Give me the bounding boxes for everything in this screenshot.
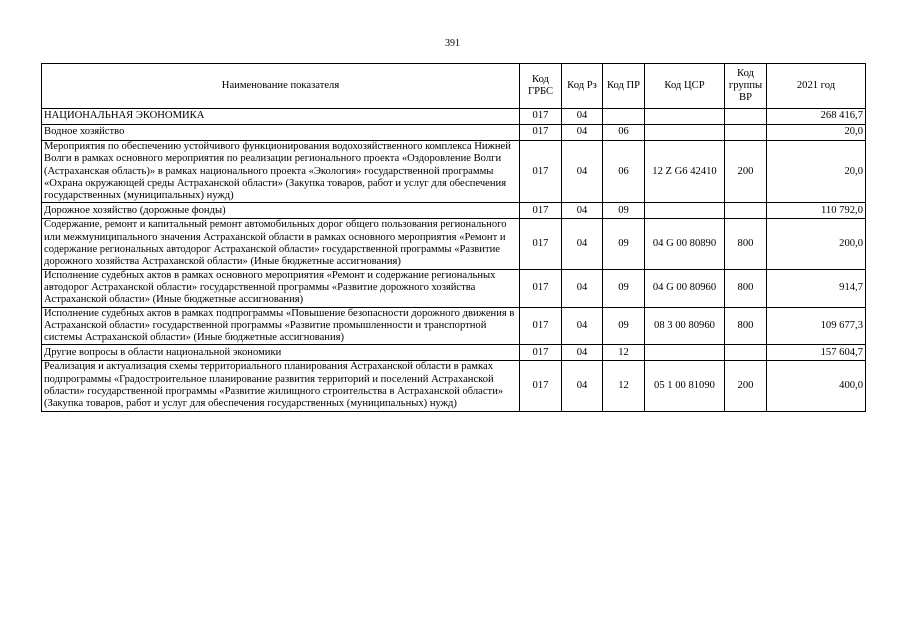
row-grbs: 017 <box>520 203 562 219</box>
row-sum: 268 416,7 <box>767 109 866 125</box>
row-vr <box>725 109 767 125</box>
row-pr: 06 <box>603 125 645 141</box>
header-vr: Код группы ВР <box>725 64 767 109</box>
row-csr <box>645 345 725 361</box>
row-name: Другие вопросы в области национальной экономики <box>42 345 520 361</box>
row-rz: 04 <box>562 219 603 269</box>
row-pr: 09 <box>603 203 645 219</box>
row-rz: 04 <box>562 203 603 219</box>
row-sum: 20,0 <box>767 125 866 141</box>
row-grbs: 017 <box>520 269 562 307</box>
row-sum: 400,0 <box>767 361 866 411</box>
page-number: 391 <box>445 38 460 49</box>
row-csr: 05 1 00 81090 <box>645 361 725 411</box>
table-row <box>42 361 866 411</box>
table-row <box>42 269 866 307</box>
row-pr: 12 <box>603 361 645 411</box>
row-pr: 09 <box>603 307 645 345</box>
row-name: Дорожное хозяйство (дорожные фонды) <box>42 203 520 219</box>
table-row <box>42 219 866 269</box>
row-vr <box>725 125 767 141</box>
row-csr <box>645 125 725 141</box>
row-pr: 09 <box>603 219 645 269</box>
row-grbs: 017 <box>520 141 562 203</box>
row-pr: 12 <box>603 345 645 361</box>
row-sum: 20,0 <box>767 141 866 203</box>
table-row <box>42 203 866 219</box>
row-rz: 04 <box>562 141 603 203</box>
row-rz: 04 <box>562 109 603 125</box>
row-sum: 109 677,3 <box>767 307 866 345</box>
row-pr: 06 <box>603 141 645 203</box>
table-header-row <box>42 64 866 109</box>
row-vr <box>725 203 767 219</box>
row-csr <box>645 109 725 125</box>
row-csr: 08 3 00 80960 <box>645 307 725 345</box>
row-name: Водное хозяйство <box>42 125 520 141</box>
header-pr: Код ПР <box>603 64 645 109</box>
header-rz: Код Рз <box>562 64 603 109</box>
table-row <box>42 141 866 203</box>
header-grbs: Код ГРБС <box>520 64 562 109</box>
row-sum: 157 604,7 <box>767 345 866 361</box>
row-sum: 914,7 <box>767 269 866 307</box>
row-name: Исполнение судебных актов в рамках основного мероприятия «Ремонт и содержание региональных автодорог Астраханской области» государственной программы «Развитие дорожного хозяйства Астраханской области» (Иные бюджетные ассигнования) <box>42 269 520 307</box>
row-rz: 04 <box>562 345 603 361</box>
header-year: 2021 год <box>767 64 866 109</box>
row-csr: 04 G 00 80960 <box>645 269 725 307</box>
row-rz: 04 <box>562 307 603 345</box>
row-csr <box>645 203 725 219</box>
row-pr: 09 <box>603 269 645 307</box>
header-name: Наименование показателя <box>42 64 520 109</box>
row-name: Реализация и актуализация схемы территориального планирования Астраханской области в рамках подпрограммы «Градостроительное планирование развития территорий и поселений Астраханской области» государственной программы «Развитие жилищного строительства в Астраханской области» (Закупка товаров, работ и услуг для обеспечения государственных (муниципальных) нужд) <box>42 361 520 411</box>
table-row <box>42 109 866 125</box>
row-name: Содержание, ремонт и капитальный ремонт автомобильных дорог общего пользования регионального или межмуниципального значения Астраханской области в рамках основного мероприятия «Ремонт и содержание региональных автодорог Астраханской области» государственной программы «Развитие дорожного хозяйства Астраханской области» (Иные бюджетные ассигнования) <box>42 219 520 269</box>
row-sum: 200,0 <box>767 219 866 269</box>
row-grbs: 017 <box>520 361 562 411</box>
table-row <box>42 307 866 345</box>
row-name: Мероприятия по обеспечению устойчивого функционирования водохозяйственного комплекса Нижней Волги в рамках основного мероприятия по реализации регионального проекта «Оздоровление Волги (Астраханская область)» в рамках национального проекта «Экология» государственной программы «Охрана окружающей среды Астраханской области» (Закупка товаров, работ и услуг для обеспечения государственных (муниципальных) нужд) <box>42 141 520 203</box>
row-rz: 04 <box>562 361 603 411</box>
row-rz: 04 <box>562 125 603 141</box>
row-vr: 200 <box>725 141 767 203</box>
row-grbs: 017 <box>520 219 562 269</box>
row-vr: 200 <box>725 361 767 411</box>
budget-table <box>41 63 866 412</box>
row-csr: 04 G 00 80890 <box>645 219 725 269</box>
row-name: НАЦИОНАЛЬНАЯ ЭКОНОМИКА <box>42 109 520 125</box>
row-vr: 800 <box>725 219 767 269</box>
row-grbs: 017 <box>520 125 562 141</box>
row-csr: 12 Z G6 42410 <box>645 141 725 203</box>
row-rz: 04 <box>562 269 603 307</box>
row-grbs: 017 <box>520 345 562 361</box>
table-row <box>42 125 866 141</box>
row-name: Исполнение судебных актов в рамках подпрограммы «Повышение безопасности дорожного движения в Астраханской области» государственной программы «Развитие промышленности и транспортной системы Астраханской области» (Иные бюджетные ассигнования) <box>42 307 520 345</box>
row-vr: 800 <box>725 307 767 345</box>
header-csr: Код ЦСР <box>645 64 725 109</box>
row-vr <box>725 345 767 361</box>
row-grbs: 017 <box>520 307 562 345</box>
row-pr <box>603 109 645 125</box>
row-vr: 800 <box>725 269 767 307</box>
row-grbs: 017 <box>520 109 562 125</box>
table-row <box>42 345 866 361</box>
row-sum: 110 792,0 <box>767 203 866 219</box>
